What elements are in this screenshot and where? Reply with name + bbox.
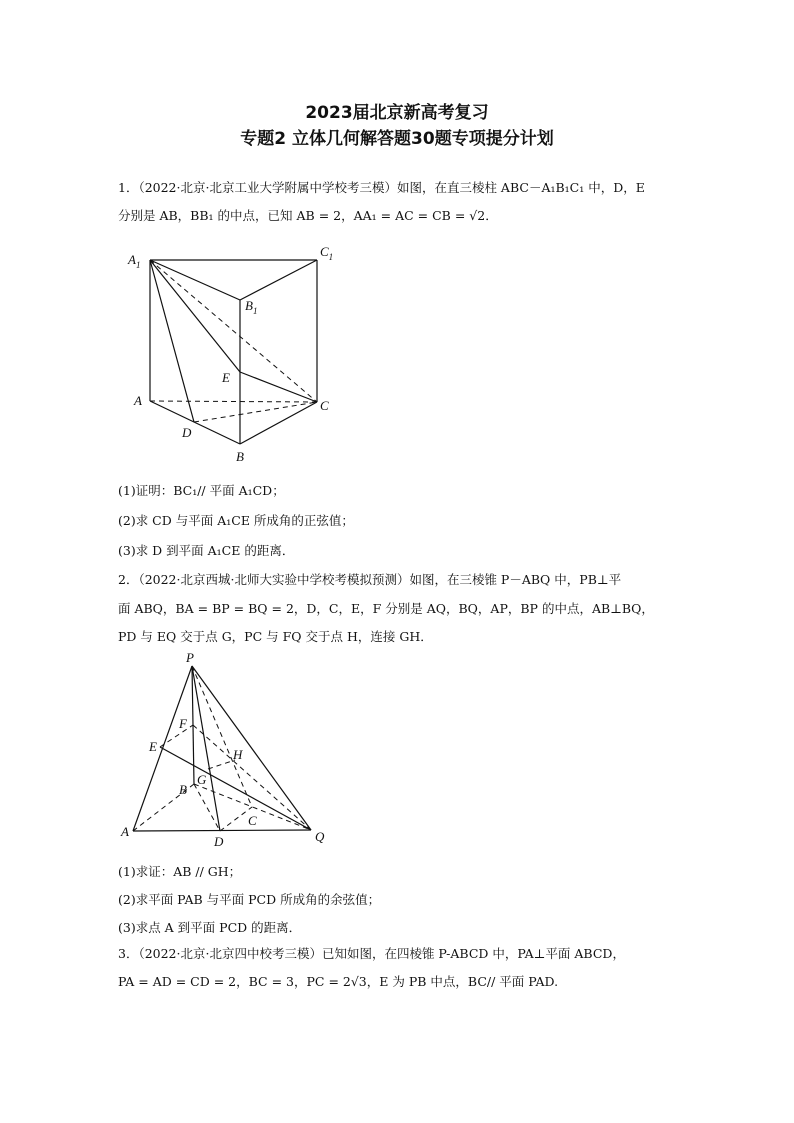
problem-2-question-3: (3)求点 A 到平面 PCD 的距离． <box>118 920 302 935</box>
label-c: C <box>248 813 257 828</box>
label-q: Q <box>315 829 325 844</box>
edge-a-c-hidden <box>150 401 317 402</box>
label-a: A <box>121 824 129 839</box>
problem-3-stem-line-2: PA = AD = CD = 2，BC = 3，PC = 2√3，E 为 PB 中点，BC// 平面 PAD. <box>118 974 559 989</box>
problem-1-figure <box>120 240 340 465</box>
segment-e-f-hidden <box>160 725 193 747</box>
label-e: E <box>149 739 157 754</box>
label-c1: $C_1$ <box>320 244 334 262</box>
edge-b1-c1 <box>240 260 317 300</box>
edge-p-q <box>192 666 311 830</box>
segment-a1-c-hidden <box>150 260 317 402</box>
label-d: D <box>214 834 224 849</box>
document-title: 2023届北京新高考复习 <box>305 103 489 123</box>
segment-a1-e <box>150 260 240 372</box>
label-d: D <box>182 425 192 440</box>
label-h: H <box>233 747 243 762</box>
problem-2-question-2: (2)求平面 PAB 与平面 PCD 所成角的余弦值； <box>118 892 381 907</box>
label-a1: $A_1$ <box>128 252 141 270</box>
segment-a1-d <box>150 260 194 422</box>
problem-1-stem-line-1: 1．（2022·北京·北京工业大学附属中学校考三模）如图，在直三棱柱 ABC－A₁B₁C₁ 中，D，E <box>118 180 645 195</box>
problem-2-stem-line-3: PD 与 EQ 交于点 G，PC 与 FQ 交于点 H，连接 GH． <box>118 629 433 644</box>
label-b: B <box>179 782 187 797</box>
document-subtitle: 专题2 立体几何解答题30题专项提分计划 <box>240 129 554 149</box>
label-g: G <box>197 772 207 787</box>
segment-e-c <box>240 372 317 402</box>
problem-2-stem-line-1: 2．（2022·北京西城·北师大实验中学校考模拟预测）如图，在三棱锥 P－ABQ 中，PB⊥平 <box>118 572 622 587</box>
problem-1-question-3: (3)求 D 到平面 A₁CE 的距离． <box>118 543 295 558</box>
label-f: F <box>179 716 187 731</box>
segment-p-d <box>192 666 220 831</box>
label-p: P <box>186 650 194 665</box>
edge-a-q <box>133 830 311 831</box>
problem-3-stem-line-1: 3．（2022·北京·北京四中校考三模）已知如图，在四棱锥 P-ABCD 中，PA⊥平面 ABCD， <box>118 946 625 961</box>
label-e: E <box>222 370 230 385</box>
problem-1-question-2: (2)求 CD 与平面 A₁CE 所成角的正弦值； <box>118 513 354 528</box>
problem-1-question-1: (1)证明：BC₁// 平面 A₁CD； <box>118 483 285 498</box>
edge-a1-b1 <box>150 260 240 300</box>
label-c: C <box>320 398 329 413</box>
segment-g-h-hidden <box>208 760 235 769</box>
edge-a-b <box>150 401 240 444</box>
label-a: A <box>134 393 142 408</box>
label-b1: $B_1$ <box>245 298 258 316</box>
problem-2-figure <box>115 650 340 850</box>
problem-1-stem-line-2: 分别是 AB，BB₁ 的中点，已知 AB = 2，AA₁ = AC = CB = √2． <box>118 208 498 223</box>
problem-2-stem-line-2: 面 ABQ，BA = BP = BQ = 2，D，C，E，F 分别是 AQ，BQ，AP，BP 的中点，AB⊥BQ， <box>118 601 654 616</box>
label-b: B <box>236 449 244 464</box>
problem-2-question-1: (1)求证：AB // GH； <box>118 864 242 879</box>
